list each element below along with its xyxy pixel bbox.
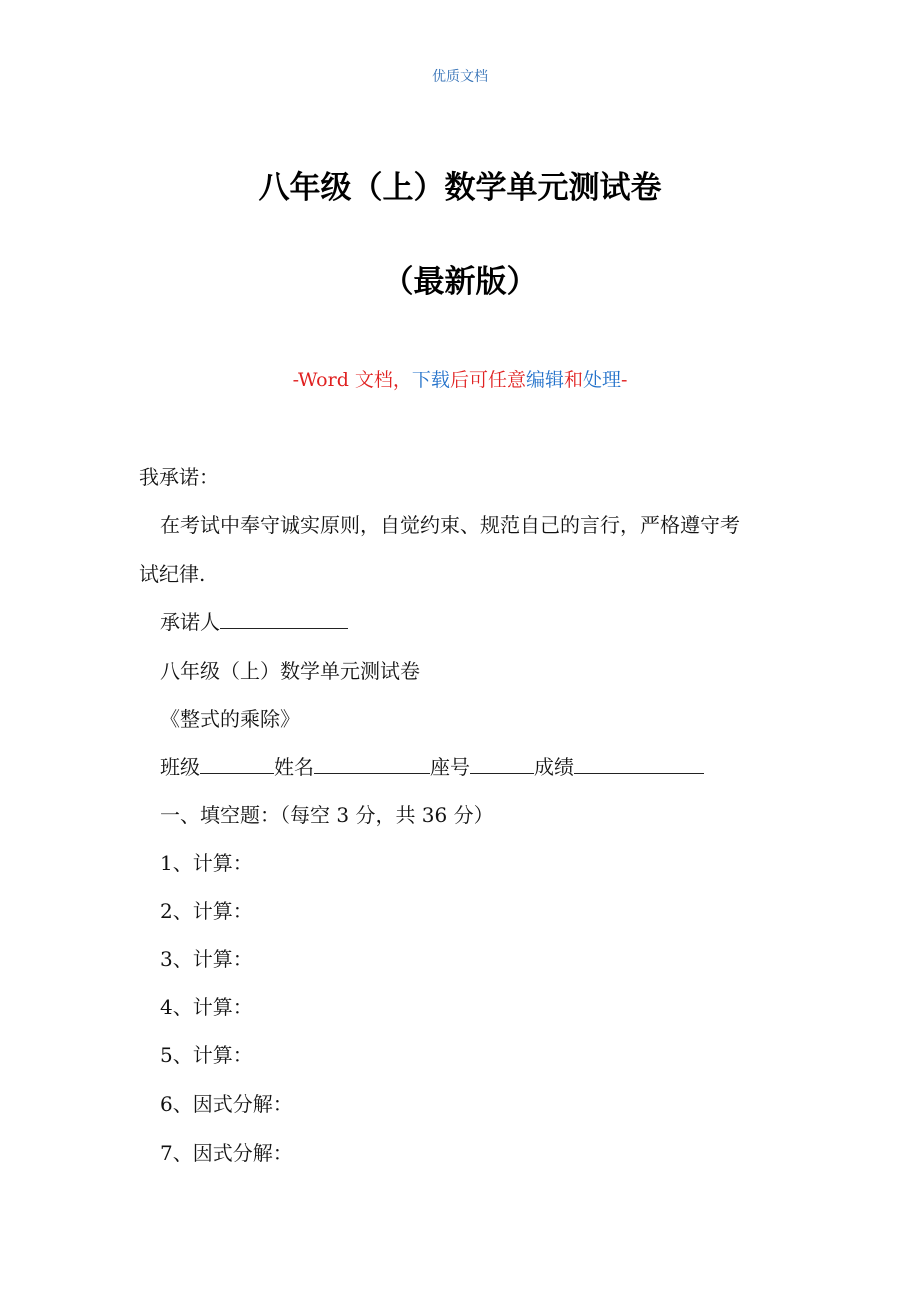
- pledge-heading: 我承诺：: [139, 465, 219, 489]
- student-info-row: [160, 751, 704, 780]
- tagline-download: 下载: [411, 369, 450, 391]
- class-blank: [200, 753, 274, 774]
- pledge-line-1: 在考试中奉守诚实原则，自觉约束、规范自己的言行，严格遵守考: [160, 513, 740, 537]
- tagline-end: -: [621, 369, 628, 391]
- signer-row: [160, 606, 348, 635]
- document-title: 八年级（上）数学单元测试卷: [258, 170, 662, 206]
- question-5: 5、计算：: [160, 1043, 253, 1067]
- name-label: 姓名: [274, 755, 314, 779]
- question-1: 1、计算：: [160, 851, 253, 875]
- signer-label: 承诺人: [160, 610, 220, 634]
- question-2: 2、计算：: [160, 899, 253, 923]
- tagline-any: 后可任意: [449, 369, 526, 391]
- score-blank: [574, 753, 704, 774]
- section-heading: 一、填空题：（每空 3 分，共 36 分）: [160, 803, 494, 827]
- tagline-and: 和: [563, 369, 583, 391]
- class-label: 班级: [160, 755, 200, 779]
- tagline-word: -Word 文档，: [292, 369, 412, 391]
- question-4: 4、计算：: [160, 995, 253, 1019]
- tagline-edit: 编辑: [525, 369, 564, 391]
- question-7: 7、因式分解：: [160, 1141, 293, 1165]
- exam-title: 八年级（上）数学单元测试卷: [160, 659, 420, 683]
- score-label: 成绩: [534, 755, 574, 779]
- question-6: 6、因式分解：: [160, 1092, 293, 1116]
- tagline: [0, 365, 920, 392]
- seat-label: 座号: [430, 755, 470, 779]
- seat-blank: [470, 753, 534, 774]
- pledge-line-2: 试纪律.: [139, 562, 206, 586]
- name-blank: [314, 753, 430, 774]
- exam-subtitle: 《整式的乘除》: [160, 707, 300, 731]
- page-header: 优质文档: [432, 69, 488, 85]
- question-3: 3、计算：: [160, 947, 253, 971]
- document-subtitle: （最新版）: [382, 264, 538, 300]
- signer-blank: [220, 608, 348, 629]
- tagline-process: 处理: [582, 369, 621, 391]
